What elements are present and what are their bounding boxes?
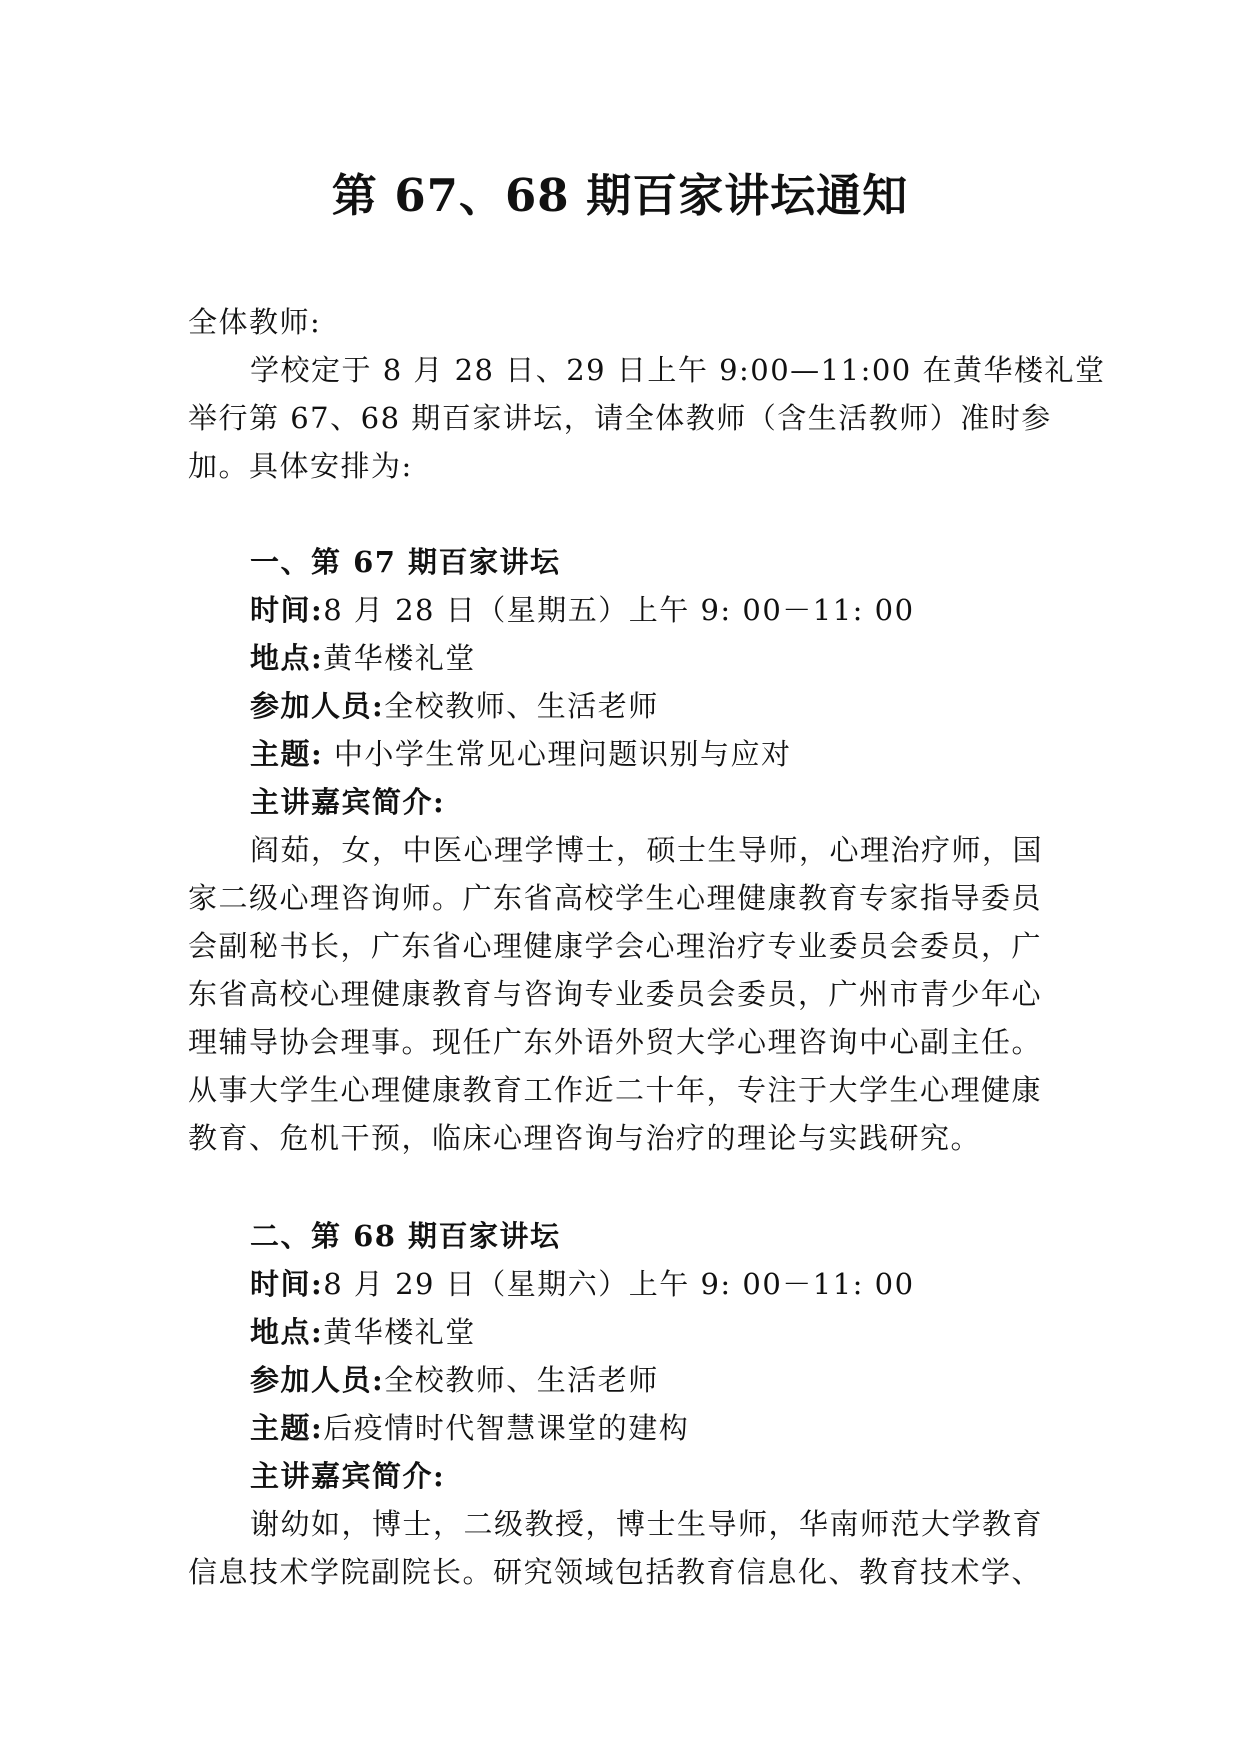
session-68	[188, 1212, 1056, 1596]
session-67	[188, 538, 1056, 1162]
session-topic	[188, 1404, 1056, 1452]
bio-label: 主讲嘉宾简介:	[250, 1459, 446, 1493]
bio-line: 教育、危机干预，临床心理咨询与治疗的理论与实践研究。	[188, 1121, 982, 1155]
bio-line: 从事大学生心理健康教育工作近二十年，专注于大学生心理健康	[188, 1073, 1043, 1107]
intro-block	[188, 298, 1106, 490]
topic-label: 主题:	[250, 737, 324, 771]
session-attendees	[188, 1356, 1056, 1404]
bio-line: 理辅导协会理事。现任广东外语外贸大学心理咨询中心副主任。	[188, 1025, 1043, 1059]
topic-value: 后疫情时代智慧课堂的建构	[323, 1411, 690, 1445]
attendees-label: 参加人员:	[250, 1363, 385, 1397]
session-topic	[188, 730, 1056, 778]
bio-line: 家二级心理咨询师。广东省高校学生心理健康教育专家指导委员	[188, 881, 1043, 915]
place-label: 地点:	[250, 1315, 324, 1349]
intro-line-1: 学校定于 8 月 28 日、29 日上午 9:00—11:00 在黄华楼礼堂	[250, 353, 1106, 387]
time-label: 时间:	[250, 1267, 324, 1301]
session-attendees	[188, 682, 1056, 730]
place-label: 地点:	[250, 641, 324, 675]
time-value: 8 月 28 日（星期五）上午 9: 00－11: 00	[323, 593, 915, 627]
session-heading: 二、第 68 期百家讲坛	[250, 1219, 561, 1253]
place-value: 黄华楼礼堂	[323, 1315, 476, 1349]
salutation: 全体教师:	[188, 305, 322, 339]
bio-line: 东省高校心理健康教育与咨询专业委员会委员，广州市青少年心	[188, 977, 1043, 1011]
bio-line: 会副秘书长，广东省心理健康学会心理治疗专业委员会委员，广	[188, 929, 1043, 963]
bio-label: 主讲嘉宾简介:	[250, 785, 446, 819]
attendees-label: 参加人员:	[250, 689, 385, 723]
session-place	[188, 634, 1056, 682]
page-title: 第 67、68 期百家讲坛通知	[331, 169, 909, 222]
session-time	[188, 586, 1056, 634]
time-value: 8 月 29 日（星期六）上午 9: 00－11: 00	[323, 1267, 915, 1301]
place-value: 黄华楼礼堂	[323, 641, 476, 675]
topic-label: 主题:	[250, 1411, 324, 1445]
topic-value: 中小学生常见心理问题识别与应对	[323, 737, 792, 771]
attendees-value: 全校教师、生活老师	[384, 1363, 659, 1397]
bio-line: 谢幼如，博士，二级教授，博士生导师，华南师范大学教育	[250, 1507, 1044, 1541]
intro-line-3: 加。具体安排为:	[188, 449, 413, 483]
session-heading: 一、第 67 期百家讲坛	[250, 545, 561, 579]
bio-line: 阎茹，女，中医心理学博士，硕士生导师，心理治疗师，国	[250, 833, 1044, 867]
time-label: 时间:	[250, 593, 324, 627]
intro-line-2: 举行第 67、68 期百家讲坛，请全体教师（含生活教师）准时参	[188, 401, 1052, 435]
session-place	[188, 1308, 1056, 1356]
bio-line: 信息技术学院副院长。研究领域包括教育信息化、教育技术学、	[188, 1555, 1043, 1589]
session-time	[188, 1260, 1056, 1308]
attendees-value: 全校教师、生活老师	[384, 689, 659, 723]
